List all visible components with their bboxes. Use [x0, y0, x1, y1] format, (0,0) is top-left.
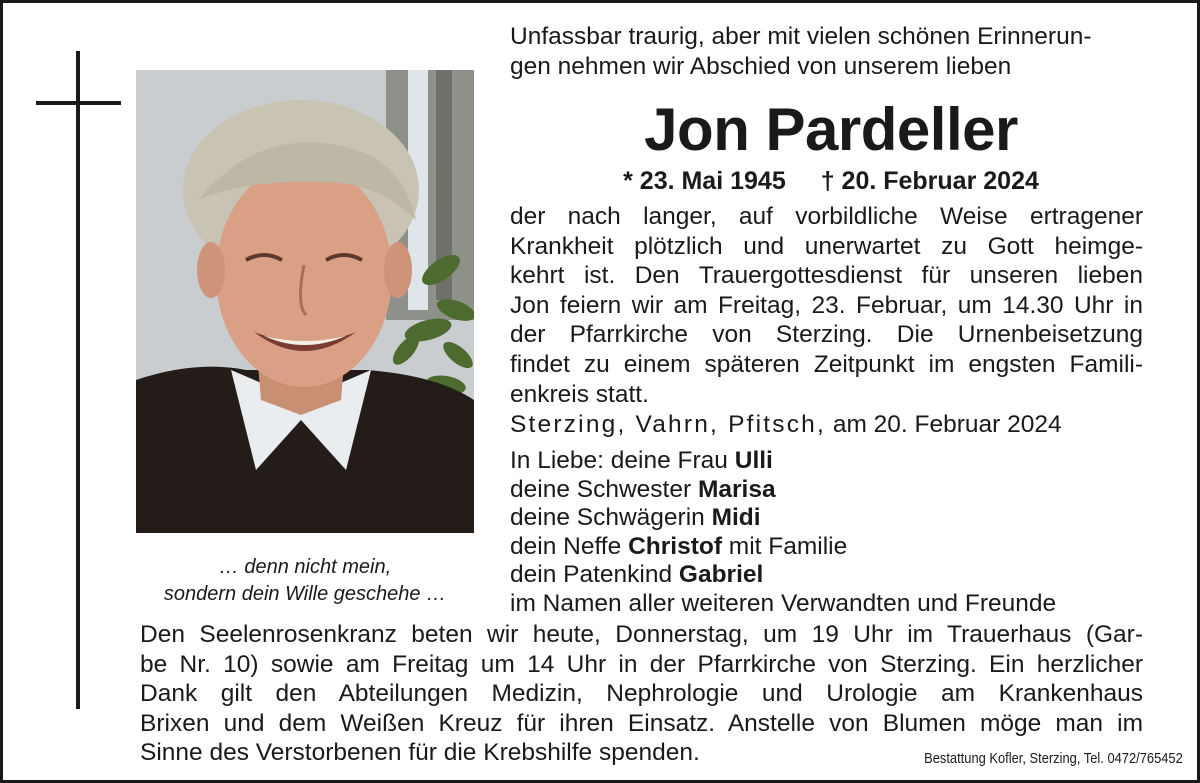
footer-line: Dank gilt den Abteilungen Medizin, Nephrologie und Urologie am Krankenhaus: [140, 680, 1143, 708]
mourner-line: deine Schwägerin Midi: [510, 504, 761, 531]
quote: [136, 554, 474, 608]
body-line: der nach langer, auf vorbildliche Weise ertragener: [510, 203, 1143, 230]
footer-line: Den Seelenrosenkranz beten wir heute, Donnerstag, um 19 Uhr im Trauerhaus (Gar-: [140, 621, 1143, 648]
cross-icon: [76, 51, 80, 709]
place-date: [510, 411, 1143, 439]
intro-line: gen nehmen wir Abschied von unserem lieben: [510, 53, 1012, 80]
body-line: findet zu einem späteren Zeitpunkt im engsten Famili-: [510, 350, 1143, 378]
body-line: enkreis statt.: [510, 380, 649, 408]
intro-text: [510, 22, 1170, 82]
death-date: † 20. Februar 2024: [820, 167, 1039, 195]
intro-line: Unfassbar traurig, aber mit vielen schönen Erinnerun-: [510, 23, 1092, 50]
footer-line: be Nr. 10) sowie am Freitag um 14 Uhr in der Pfarrkirche von Sterzing. Ein herzlicher: [140, 650, 1143, 678]
funeral-home-credit: Bestattung Kofler, Sterzing, Tel. 0472/765452: [924, 750, 1183, 767]
birth-date: * 23. Mai 1945: [623, 167, 786, 195]
portrait-photo: [136, 70, 474, 533]
footer-line: Sinne des Verstorbenen für die Krebshilfe spenden.: [140, 739, 700, 767]
body-line: Krankheit plötzlich und unerwartet zu Gott heimge-: [510, 232, 1143, 260]
deceased-name: Jon Pardeller: [644, 96, 1018, 163]
mourner-line: In Liebe: deine Frau Ulli: [510, 447, 773, 474]
body-text: [510, 202, 1143, 409]
mourner-line: dein Neffe Christof mit Familie: [510, 532, 848, 560]
mourners-list: [510, 447, 1170, 618]
footer-line: Brixen und dem Weißen Kreuz für ihren Einsatz. Anstelle von Blumen möge man im: [140, 709, 1143, 737]
quote-line: sondern dein Wille geschehe …: [163, 583, 447, 605]
life-dates: [510, 165, 1152, 197]
body-line: der Pfarrkirche von Sterzing. Die Urnenbeisetzung: [510, 321, 1143, 349]
mourner-line: dein Patenkind Gabriel: [510, 561, 764, 588]
footer-text: [140, 620, 1143, 768]
mourner-line: im Namen aller weiteren Verwandten und Freunde: [510, 589, 1057, 617]
cross-icon-bar: [36, 101, 121, 105]
mourner-line: deine Schwester Marisa: [510, 475, 776, 503]
body-line: kehrt ist. Den Trauergottesdienst für unseren lieben: [510, 262, 1143, 290]
quote-line: … denn nicht mein,: [218, 556, 392, 578]
body-line: Jon feiern wir am Freitag, 23. Februar, um 14.30 Uhr in: [510, 291, 1143, 319]
notice-date: am 20. Februar 2024: [832, 411, 1062, 438]
place: Sterzing, Vahrn, Pfitsch,: [510, 411, 826, 438]
